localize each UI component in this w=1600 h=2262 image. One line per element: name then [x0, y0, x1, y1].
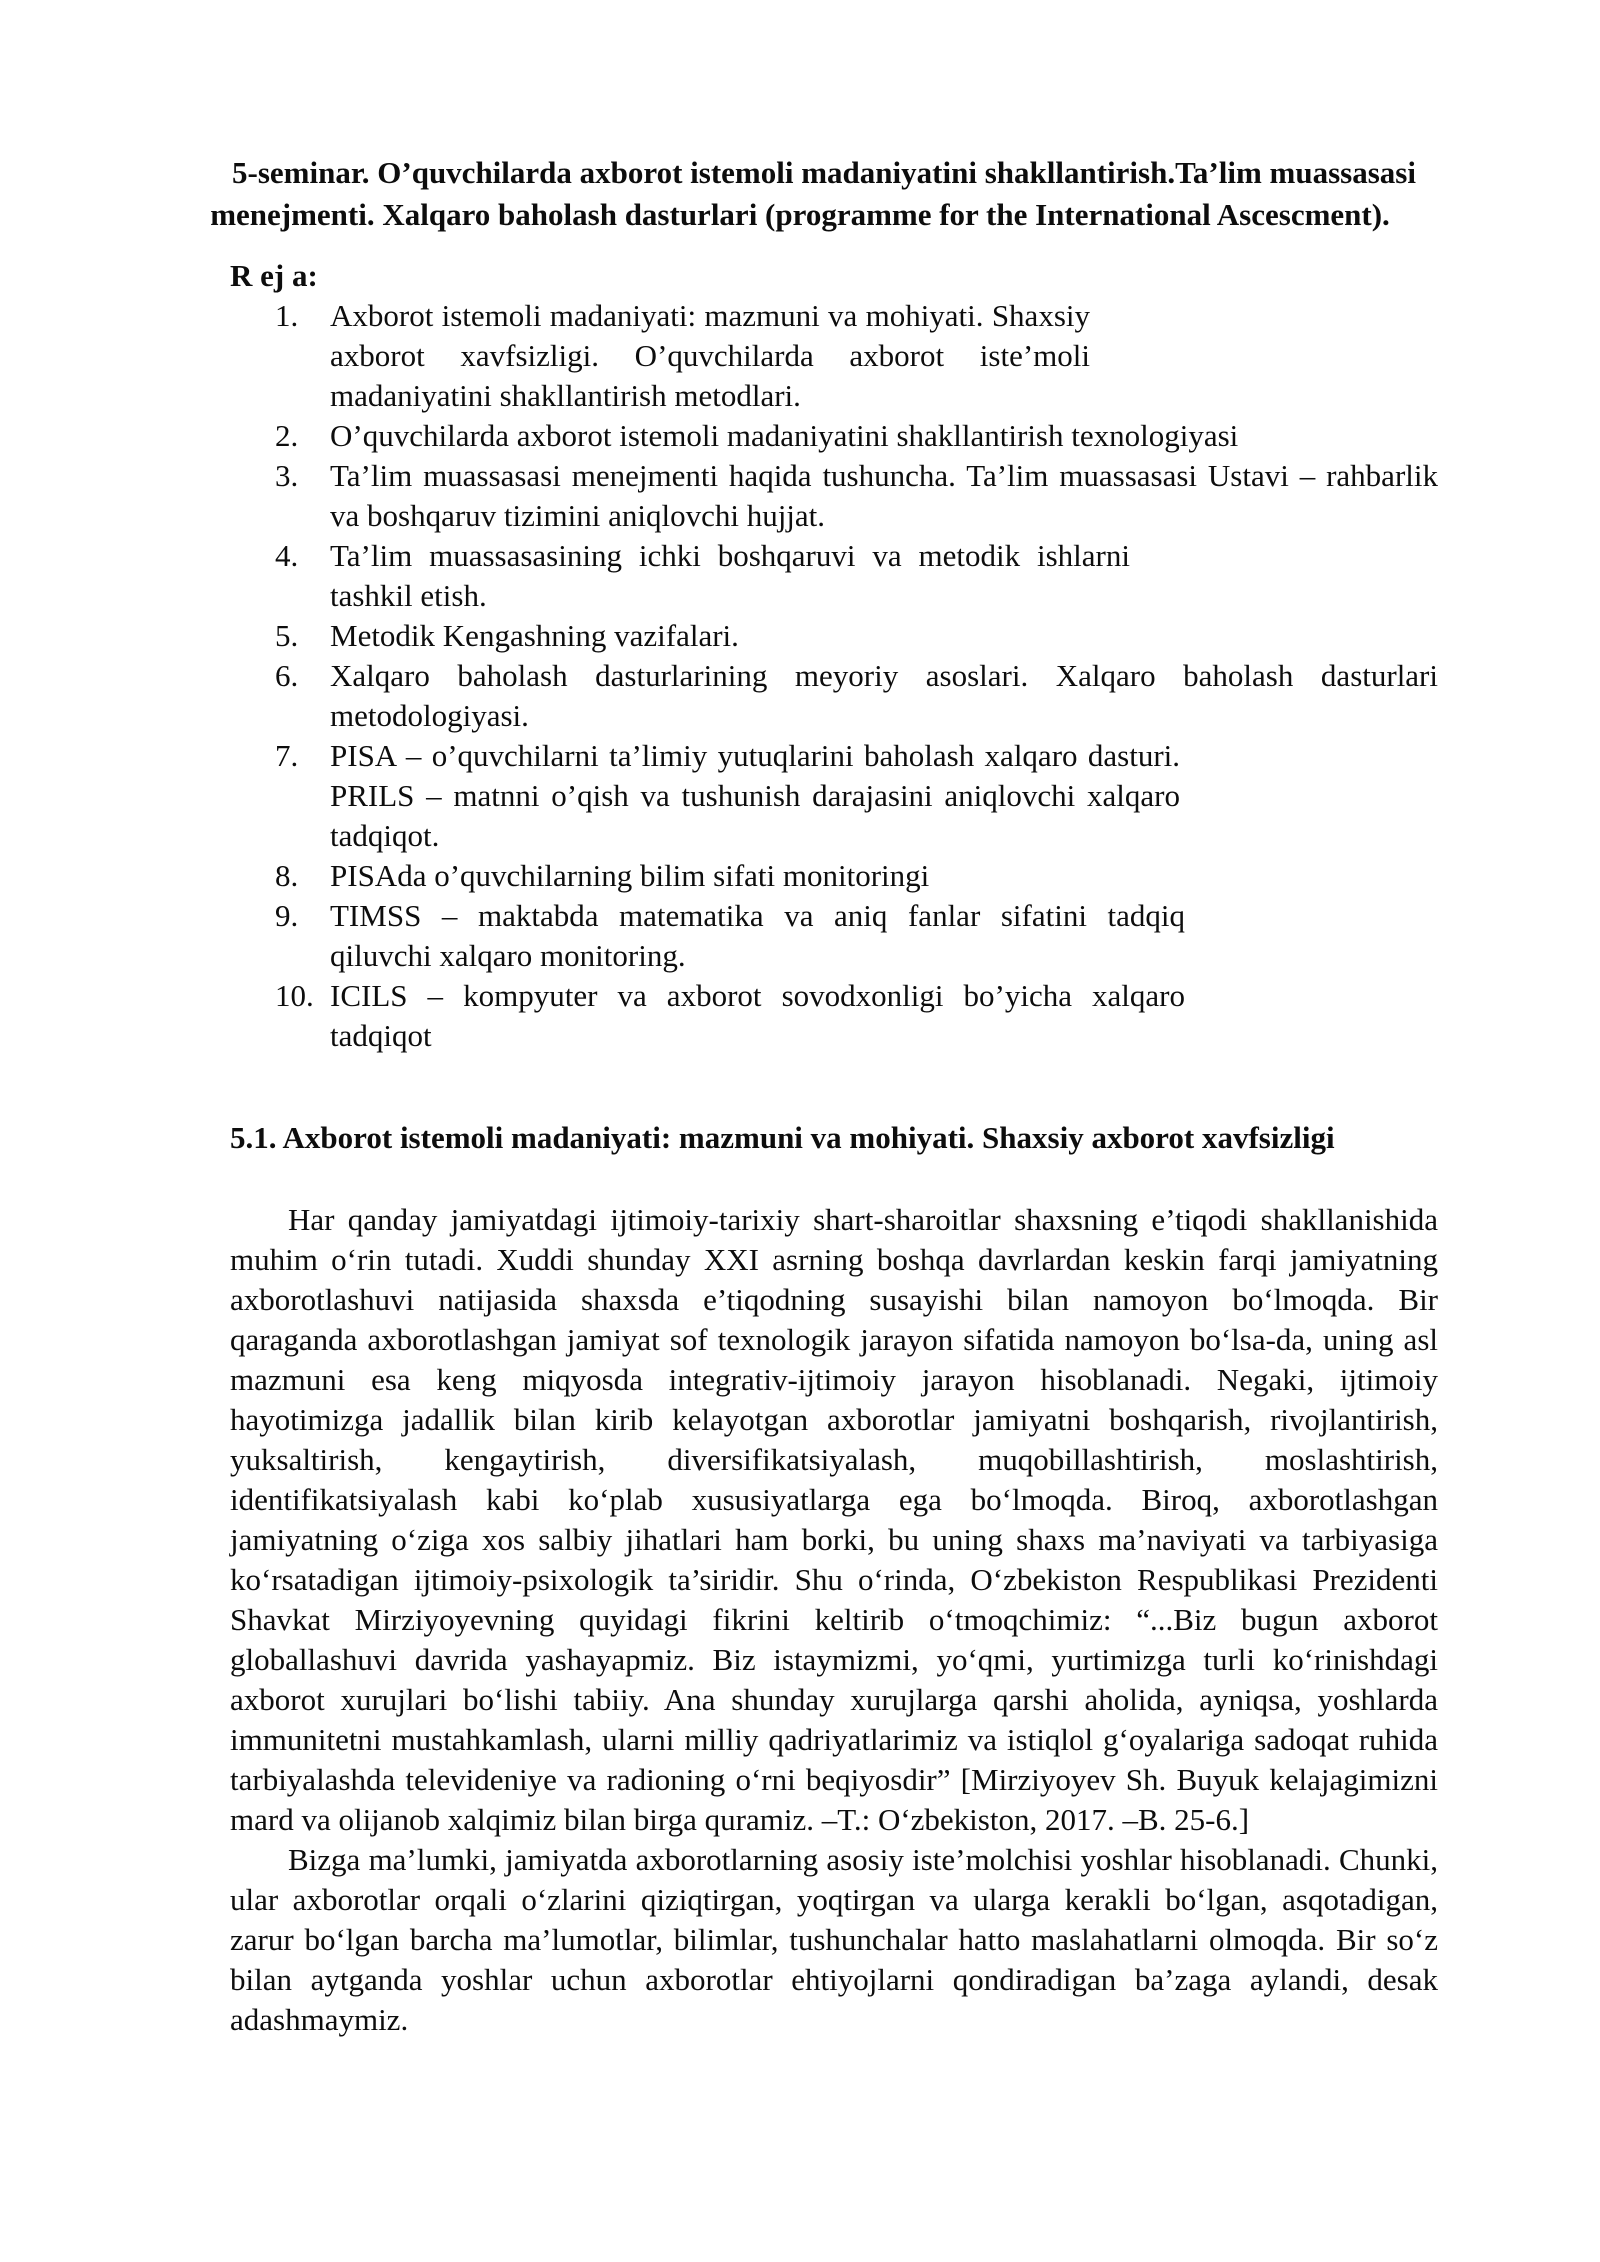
plan-item-text: Metodik Kengashning vazifalari.: [330, 618, 739, 653]
plan-list-item: [230, 416, 1438, 456]
plan-list-item: [230, 896, 1438, 976]
plan-list-item: [230, 976, 1438, 1056]
plan-item-text: TIMSS – maktabda matematika va aniq fanlar sifatini tadqiq qiluvchi xalqaro monitoring.: [330, 898, 1185, 973]
plan-list-item: [230, 656, 1438, 736]
plan-item-number: 4.: [275, 538, 299, 573]
plan-item-text: PISAda o’quvchilarning bilim sifati monitoringi: [330, 858, 930, 893]
plan-item-text: Xalqaro baholash dasturlarining meyoriy asoslari. Xalqaro baholash dasturlari metodologiyasi.: [330, 658, 1438, 733]
plan-item-text: Ta’lim muassasasining ichki boshqaruvi va metodik ishlarni tashkil etish.: [330, 538, 1130, 613]
plan-label: R ej a:: [230, 258, 318, 293]
body-paragraph-2: Bizga ma’lumki, jamiyatda axborotlarning asosiy iste’molchisi yoshlar hisoblanadi. Chunki, ular axborotlar orqali o‘zlarini qiziqtirgan, yoqtirgan va ularga kerakli bo‘lgan, asqotadigan, zarur bo‘lgan barcha ma’lumotlar, bilimlar, tushunchalar hatto maslahatlarni olmoqda. Bir so‘z bilan aytganda yoshlar uchun axborotlar ehtiyojlarni qondiradigan ba’zaga aylandi, desak adashmaymiz.: [230, 1842, 1438, 2037]
plan-item-number: 10.: [275, 978, 314, 1013]
plan-item-text: Ta’lim muassasasi menejmenti haqida tushuncha. Ta’lim muassasasi Ustavi – rahbarlik va boshqaruv tizimini aniqlovchi hujjat.: [330, 458, 1438, 533]
plan-item-text: PISA – o’quvchilarni ta’limiy yutuqlarini baholash xalqaro dasturi. PRILS – matnni o’qish va tushunish darajasini aniqlovchi xalqaro tadqiqot.: [330, 738, 1180, 853]
plan-item-number: 7.: [275, 738, 299, 773]
plan-item-text: O’quvchilarda axborot istemoli madaniyatini shakllantirish texnologiyasi: [330, 418, 1239, 453]
plan-item-number: 3.: [275, 458, 299, 493]
plan-list-item: [230, 536, 1438, 616]
plan-list-item: [230, 456, 1438, 536]
plan-list-item: [230, 616, 1438, 656]
section-heading: 5.1. Axborot istemoli madaniyati: mazmuni va mohiyati. Shaxsiy axborot xavfsizligi: [230, 1120, 1335, 1155]
plan-list-item: [230, 736, 1438, 856]
plan-item-number: 2.: [275, 418, 299, 453]
page-title: 5-seminar. O’quvchilarda axborot istemoli madaniyatini shakllantirish.Ta’lim muassasasi menejmenti. Xalqaro baholash dasturlari (programme for the International Ascescment).: [210, 155, 1416, 232]
plan-item-number: 6.: [275, 658, 299, 693]
plan-list: [230, 296, 1438, 1056]
body-paragraph-1: Har qanday jamiyatdagi ijtimoiy-tarixiy shart-sharoitlar shaxsning e’tiqodi shakllanishida muhim o‘rin tutadi. Xuddi shunday XXI asrning boshqa davrlardan keskin farqi jamiyatning axborotlashuvi natijasida shaxsda e’tiqodning susayishi bilan namoyon bo‘lmoqda. Bir qaraganda axborotlashgan jamiyat sof texnologik jarayon sifatida namoyon bo‘lsa-da, uning asl mazmuni esa keng miqyosda integrativ-ijtimoiy jarayon hisoblanadi. Negaki, ijtimoiy hayotimizga jadallik bilan kirib kelayotgan axborotlar jamiyatni boshqarish, rivojlantirish, yuksaltirish, kengaytirish, diversifikatsiyalash, muqobillashtirish, moslashtirish, identifikatsiyalash kabi ko‘plab xususiyatlarga ega bo‘lmoqda. Biroq, axborotlashgan jamiyatning o‘ziga xos salbiy jihatlari ham borki, bu uning shaxs ma’naviyati va tarbiyasiga ko‘rsatadigan ijtimoiy-psixologik ta’siridir. Shu o‘rinda, O‘zbekiston Respublikasi Prezidenti Shavkat Mirziyoyevning quyidagi fikrini keltirib o‘tmoqchimiz: “...Biz bugun axborot globallashuvi davrida yashayapmiz. Biz istaymizmi, yo‘qmi, yurtimizga turli ko‘rinishdagi axborot xurujlari bo‘lishi tabiiy. Ana shunday xurujlarga qarshi aholida, ayniqsa, yoshlarda immunitetni mustahkamlash, ularni milliy qadriyatlarimiz va istiqlol g‘oyalariga sadoqat ruhida tarbiyalashda televideniye va radioning o‘rni beqiyosdir” [Mirziyoyev Sh. Buyuk kelajagimizni mard va olijanob xalqimiz bilan birga quramiz. –T.: O‘zbekiston, 2017. –B. 25-6.]: [230, 1202, 1438, 1837]
plan-item-text: Axborot istemoli madaniyati: mazmuni va mohiyati. Shaxsiy axborot xavfsizligi. O’quvchilarda axborot iste’moli madaniyatini shakllantirish metodlari.: [330, 298, 1090, 413]
plan-list-item: [230, 296, 1438, 416]
plan-item-text: ICILS – kompyuter va axborot sovodxonligi bo’yicha xalqaro tadqiqot: [330, 978, 1185, 1053]
plan-item-number: 5.: [275, 618, 299, 653]
plan-item-number: 9.: [275, 898, 299, 933]
plan-item-number: 1.: [275, 298, 299, 333]
plan-list-item: [230, 856, 1438, 896]
plan-item-number: 8.: [275, 858, 299, 893]
